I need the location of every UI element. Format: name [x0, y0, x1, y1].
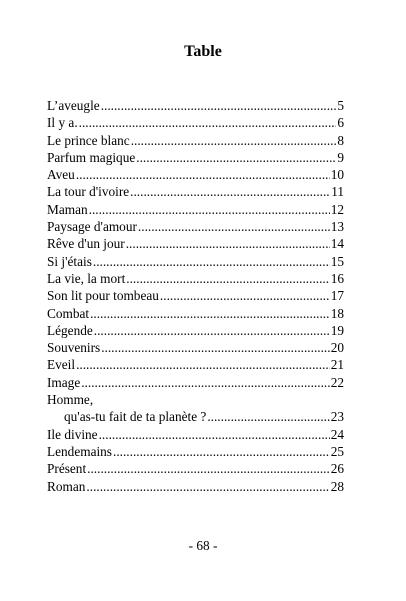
toc-entry [47, 339, 344, 356]
dot-leader [90, 305, 330, 322]
toc-entry-page: 16 [330, 270, 344, 286]
toc-entry-title: Présent [47, 461, 87, 477]
toc-entry [47, 270, 344, 287]
toc-entry-title: Le prince blanc [47, 132, 130, 148]
toc-entry-title: Son lit pour tombeau [47, 288, 159, 304]
toc-entry-continuation [47, 408, 344, 425]
toc-entry-page: 18 [330, 305, 344, 321]
toc-entry-title: Ile divine [47, 426, 98, 442]
toc-entry-page: 17 [330, 288, 344, 304]
dot-leader [76, 356, 330, 373]
toc-entry [47, 201, 344, 218]
toc-entry [47, 253, 344, 270]
toc-entry [47, 183, 344, 200]
dot-leader [136, 149, 336, 166]
dot-leader [126, 235, 330, 252]
dot-leader [89, 201, 330, 218]
toc-entry-page: 8 [337, 132, 344, 148]
dot-leader [101, 97, 337, 114]
toc-entry-page: 20 [330, 340, 344, 356]
page-title: Table [184, 43, 222, 60]
toc-entry-page: 28 [330, 478, 344, 494]
toc-entry-page: 10 [330, 167, 344, 183]
dot-leader [81, 374, 329, 391]
toc-entry-title: Paysage d'amour [47, 219, 137, 235]
toc-entry-page: 6 [337, 115, 344, 131]
toc-entry [47, 478, 344, 495]
dot-leader [113, 443, 330, 460]
dot-leader [99, 426, 330, 443]
toc-entry-title: L’aveugle [47, 98, 100, 113]
toc-entry-page: 25 [330, 443, 344, 459]
dot-leader [87, 460, 330, 477]
toc-entry [47, 235, 344, 252]
toc-entry-title: Si j'étais [47, 253, 92, 269]
toc-entry-page: 11 [331, 184, 344, 200]
toc-entry [47, 97, 344, 114]
dot-leader [138, 218, 330, 235]
toc-entry-title: Image [47, 374, 81, 390]
toc-entry-title: Rêve d'un jour [47, 236, 125, 252]
toc-entry-page: 13 [330, 219, 344, 235]
toc-entry-page: 26 [330, 461, 344, 477]
toc-entry-page: 19 [330, 322, 344, 338]
toc-entry [47, 149, 344, 166]
toc-entry [47, 132, 344, 149]
toc-entry-title: Souvenirs [47, 340, 101, 356]
dot-leader [86, 478, 329, 495]
toc-entry-title: La tour d'ivoire [47, 184, 130, 200]
dot-leader [130, 183, 330, 200]
dot-leader [160, 287, 330, 304]
table-of-contents [47, 97, 344, 495]
toc-entry-title: Homme, [47, 392, 94, 408]
toc-entry-title: Lendemains [47, 443, 112, 459]
page-number: - 68 - [188, 538, 218, 553]
toc-entry-title: Combat [47, 305, 90, 321]
toc-entry-page: 15 [330, 253, 344, 269]
toc-entry-page: 23 [330, 409, 344, 425]
toc-entry [47, 391, 344, 408]
toc-entry-title: La vie, la mort [47, 270, 126, 286]
toc-entry [47, 287, 344, 304]
toc-entry-page: 12 [330, 201, 344, 217]
toc-entry-title: Aveu [47, 167, 75, 183]
dot-leader [207, 408, 329, 425]
toc-entry [47, 374, 344, 391]
toc-entry [47, 460, 344, 477]
toc-entry [47, 322, 344, 339]
dot-leader [93, 253, 330, 270]
toc-entry-page: 14 [330, 236, 344, 252]
toc-entry-title: Parfum magique [47, 149, 136, 165]
toc-entry-page: 21 [330, 357, 344, 373]
toc-entry [47, 426, 344, 443]
toc-entry-title: Légende [47, 322, 93, 338]
toc-entry-page: 24 [330, 426, 344, 442]
toc-entry-page: 9 [337, 149, 344, 165]
toc-entry [47, 305, 344, 322]
dot-leader [76, 166, 330, 183]
dot-leader [79, 114, 337, 131]
dot-leader [94, 322, 330, 339]
toc-entry-title: Roman [47, 478, 86, 494]
toc-entry [47, 218, 344, 235]
toc-entry [47, 114, 344, 131]
dot-leader [101, 339, 330, 356]
toc-entry-title: Il y a. [47, 115, 78, 131]
toc-entry [47, 443, 344, 460]
toc-entry-title-continued: qu'as-tu fait de ta planète ? [64, 409, 207, 425]
toc-entry [47, 166, 344, 183]
toc-entry [47, 356, 344, 373]
toc-entry-title: Maman [47, 201, 88, 217]
toc-entry-page: 22 [330, 374, 344, 390]
dot-leader [131, 132, 337, 149]
toc-entry-page: 5 [337, 98, 344, 113]
dot-leader [126, 270, 329, 287]
toc-entry-title: Eveil [47, 357, 76, 373]
